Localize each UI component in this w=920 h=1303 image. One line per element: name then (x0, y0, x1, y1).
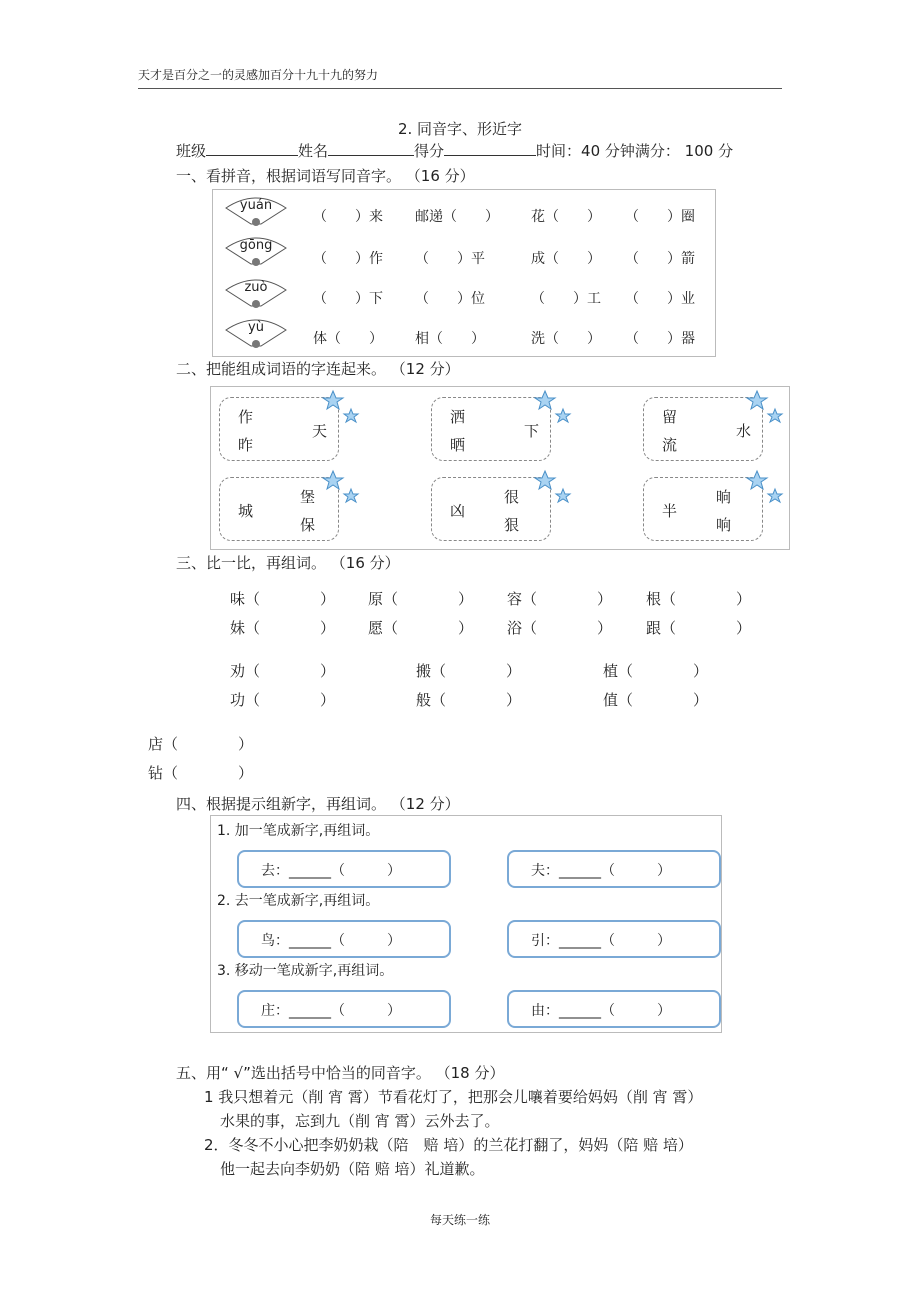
card-char: 凶 (450, 502, 466, 520)
answer-scroll[interactable] (507, 990, 721, 1028)
q1-heading: 一、看拼音，根据词语写同音字。 （16 分） (176, 167, 475, 185)
q1-cell[interactable]: （ ）箭 (625, 251, 695, 267)
fan-icon (223, 316, 289, 346)
answer-scroll[interactable] (237, 920, 451, 958)
card-char: 水 (736, 422, 752, 440)
info-line (176, 140, 733, 161)
card-char: 下 (524, 422, 540, 440)
answer-scroll[interactable] (507, 920, 721, 958)
card-char: 堡 (300, 488, 316, 506)
q1-cell[interactable]: （ ）位 (415, 291, 485, 307)
q3-item[interactable]: 劝（ ） (230, 662, 336, 680)
name-label: 姓名 (298, 142, 329, 160)
q3-item[interactable]: 妹（ ） (230, 619, 336, 637)
card-char: 很 (504, 488, 520, 506)
card-char: 狠 (504, 516, 520, 534)
q5-heading: 五、用“ √”选出括号中恰当的同音字。 （18 分） (176, 1064, 505, 1082)
star-icon (745, 389, 789, 431)
fan-icon (223, 234, 289, 264)
scroll-text: 引：______（ ） (531, 933, 671, 949)
header-divider (138, 88, 782, 89)
star-icon (745, 469, 789, 511)
q3-item[interactable]: 植（ ） (603, 662, 709, 680)
q1-cell[interactable]: （ ）器 (625, 331, 695, 347)
q1-cell[interactable]: （ ）来 (313, 209, 383, 225)
page-title: 2. 同音字、形近字 (397, 120, 523, 138)
card-char: 留 (662, 408, 678, 426)
q5-line[interactable]: 水果的事，忘到九（削 宵 霄）云外去了。 (220, 1112, 500, 1130)
pinyin-label: zuò (244, 280, 268, 295)
class-label: 班级 (176, 142, 207, 160)
card-char: 昨 (238, 436, 254, 454)
q3-item[interactable]: 店（ ） (148, 735, 254, 753)
time-text: 时间：40 分钟满分： 100 分 (536, 142, 734, 160)
q3-item[interactable]: 般（ ） (416, 691, 522, 709)
q3-item[interactable]: 功（ ） (230, 691, 336, 709)
q3-item[interactable]: 原（ ） (368, 590, 474, 608)
scroll-text: 由：______（ ） (531, 1003, 671, 1019)
star-icon (321, 469, 365, 511)
q3-heading: 三、比一比，再组词。 （16 分） (176, 554, 400, 572)
q1-cell[interactable]: 邮递（ ） (415, 209, 499, 225)
q5-line[interactable]: 他一起去向李奶奶（陪 赔 培）礼道歉。 (220, 1160, 485, 1178)
card-char: 洒 (450, 408, 466, 426)
card-char: 晌 (716, 488, 732, 506)
q1-cell[interactable]: （ ）下 (313, 291, 383, 307)
q3-item[interactable]: 味（ ） (230, 590, 336, 608)
q1-cell[interactable]: （ ）工 (531, 291, 601, 307)
fan-icon (223, 276, 289, 306)
answer-scroll[interactable] (237, 990, 451, 1028)
star-icon (533, 469, 577, 511)
q4-box (210, 815, 722, 1033)
q1-cell[interactable]: 花（ ） (531, 209, 601, 225)
q1-cell[interactable]: 成（ ） (531, 251, 601, 267)
q3-item[interactable]: 容（ ） (507, 590, 613, 608)
q4-part-label: 3. 移动一笔成新字,再组词。 (217, 963, 394, 979)
q1-cell[interactable]: （ ）业 (625, 291, 695, 307)
q1-cell[interactable]: （ ）圈 (625, 209, 695, 225)
pinyin-label: gōng (239, 238, 273, 253)
card-char: 城 (238, 502, 254, 520)
scroll-text: 去：______（ ） (261, 863, 401, 879)
q4-part-label: 2. 去一笔成新字,再组词。 (217, 893, 380, 909)
scroll-text: 庄：______（ ） (261, 1003, 401, 1019)
q3-item[interactable]: 跟（ ） (646, 619, 752, 637)
q2-heading: 二、把能组成词语的字连起来。 （12 分） (176, 360, 460, 378)
q5-line[interactable]: 2．冬冬不小心把李奶奶栽（陪 赔 培）的兰花打翻了，妈妈（陪 赔 培） (204, 1136, 693, 1154)
card-char: 流 (662, 436, 678, 454)
q1-cell[interactable]: （ ）作 (313, 251, 383, 267)
footer-text: 每天练一练 (429, 1213, 490, 1227)
name-blank[interactable] (328, 141, 414, 156)
card-char: 作 (238, 408, 254, 426)
q5-line[interactable]: 1 我只想着元（削 宵 霄）节看花灯了，把那会儿嚷着要给妈妈（削 宵 霄） (204, 1088, 703, 1106)
q3-item[interactable]: 根（ ） (646, 590, 752, 608)
q3-item[interactable]: 钻（ ） (148, 764, 254, 782)
q4-part-label: 1. 加一笔成新字,再组词。 (217, 823, 380, 839)
q1-cell[interactable]: 相（ ） (415, 331, 485, 347)
q3-item[interactable]: 搬（ ） (416, 662, 522, 680)
class-blank[interactable] (206, 141, 298, 156)
q1-cell[interactable]: 洗（ ） (531, 331, 601, 347)
card-char: 天 (312, 422, 328, 440)
scroll-text: 夫：______（ ） (531, 863, 671, 879)
header-motto: 天才是百分之一的灵感加百分十九十九的努力 (138, 68, 379, 82)
star-icon (321, 389, 365, 431)
answer-scroll[interactable] (507, 850, 721, 888)
pinyin-label: yuán (239, 198, 273, 213)
fan-icon (223, 194, 289, 224)
scroll-text: 鸟：______（ ） (261, 933, 401, 949)
q3-item[interactable]: 浴（ ） (507, 619, 613, 637)
card-char: 响 (716, 516, 732, 534)
q1-cell[interactable]: （ ）平 (415, 251, 485, 267)
q1-cell[interactable]: 体（ ） (313, 331, 383, 347)
card-char: 半 (662, 502, 678, 520)
q3-item[interactable]: 愿（ ） (368, 619, 474, 637)
q3-item[interactable]: 值（ ） (603, 691, 709, 709)
card-char: 晒 (450, 436, 466, 454)
score-blank[interactable] (444, 141, 536, 156)
pinyin-label: yù (248, 320, 264, 335)
q4-heading: 四、根据提示组新字，再组词。 （12 分） (176, 795, 460, 813)
score-label: 得分 (414, 142, 445, 160)
q1-box (212, 189, 716, 357)
answer-scroll[interactable] (237, 850, 451, 888)
star-icon (533, 389, 577, 431)
card-char: 保 (300, 516, 316, 534)
q2-box (210, 386, 790, 550)
